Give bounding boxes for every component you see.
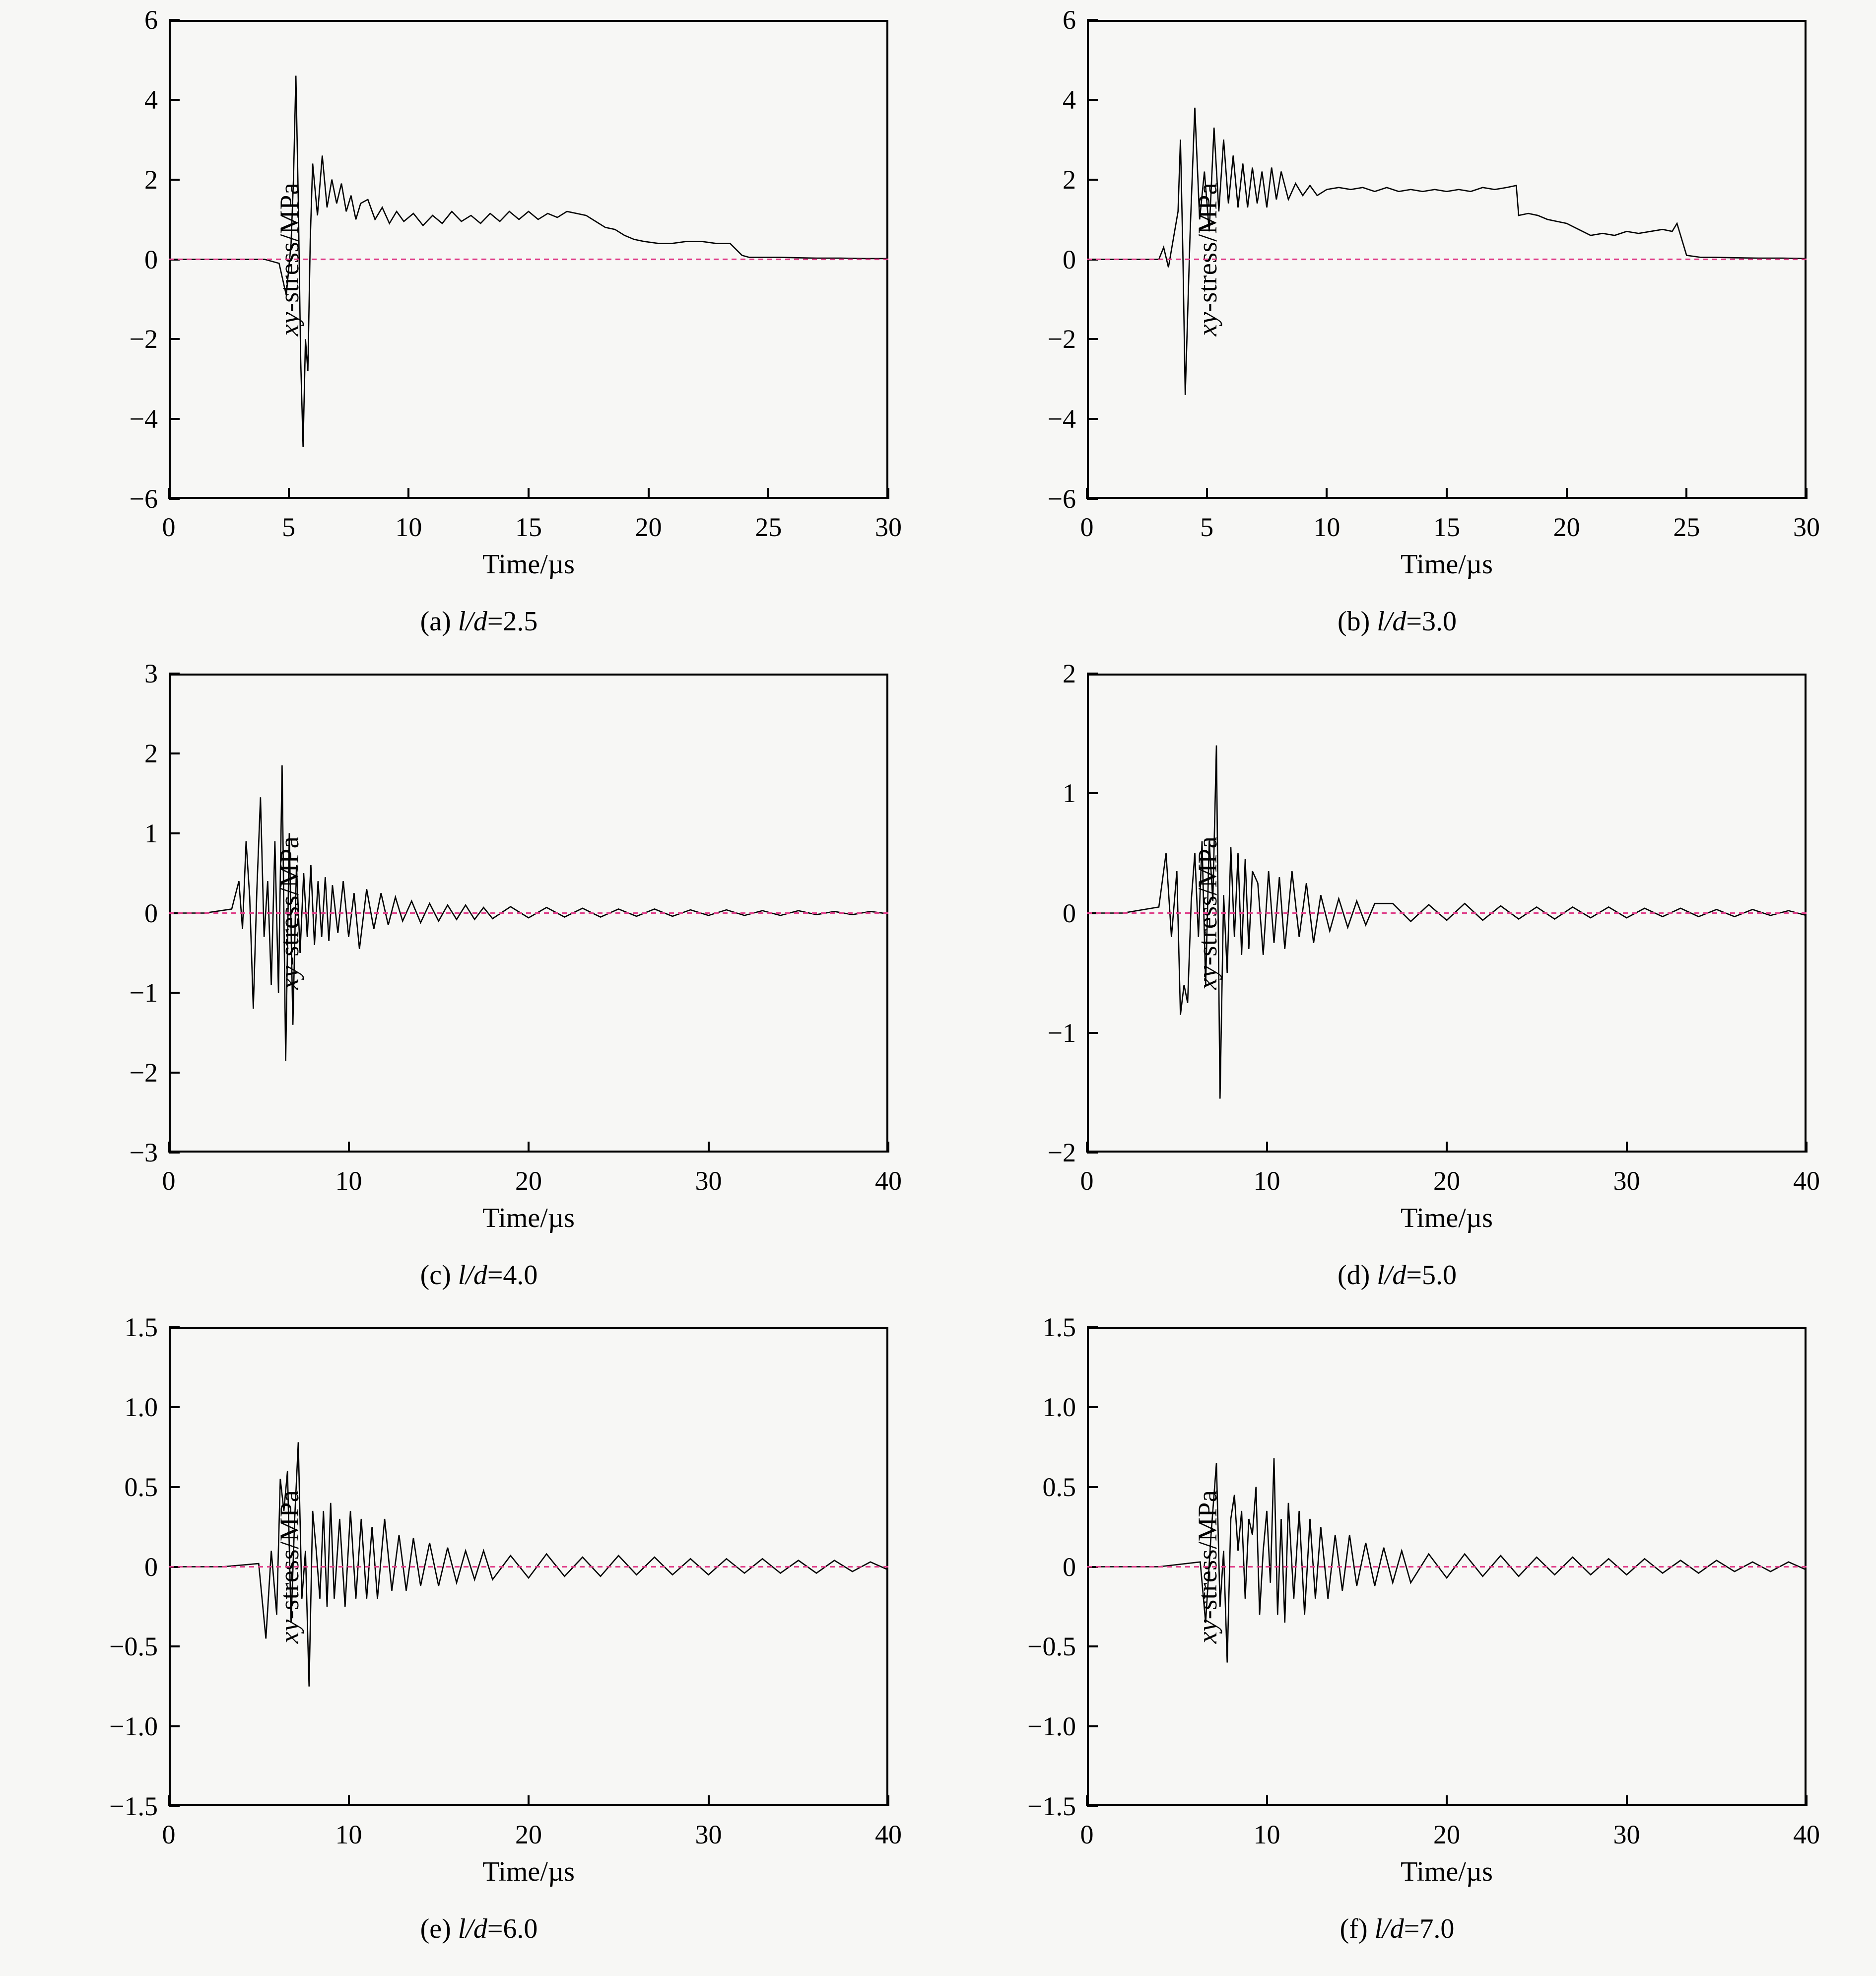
x-axis-label-c: Time/µs [482, 1203, 575, 1233]
x-tick-label: 10 [1313, 512, 1340, 542]
x-tick-label: 40 [875, 1166, 902, 1196]
y-tick-label: −6 [129, 484, 158, 514]
x-tick-label: 20 [515, 1166, 542, 1196]
x-tick-label: 25 [1673, 512, 1700, 542]
y-tick-label: 0 [1063, 898, 1076, 928]
y-tick-label: −4 [1047, 404, 1076, 434]
x-axis-label-d: Time/µs [1401, 1203, 1493, 1233]
trace-svg-a [169, 20, 888, 499]
chart-c [129, 659, 902, 1233]
x-tick-label: 30 [1613, 1820, 1640, 1849]
y-axis-label-b: xy -stress/MPa [1192, 182, 1222, 337]
y-tick-label: 0 [1063, 1552, 1076, 1582]
caption-f: (f) l/d=7.0 [1340, 1913, 1455, 1944]
y-tick-label: −1.0 [1027, 1711, 1076, 1742]
y-tick-label: −3 [129, 1138, 158, 1167]
y-tick-label: 0.5 [1042, 1472, 1076, 1502]
x-axis-label-f: Time/µs [1401, 1856, 1493, 1887]
y-tick-label: 0 [1063, 244, 1076, 274]
y-tick-label: −6 [1047, 484, 1076, 514]
y-axis-label-f: xy -stress/MPa [1192, 1490, 1222, 1644]
x-tick-label: 30 [695, 1166, 722, 1196]
panel-a [20, 5, 938, 659]
caption-b: (b) l/d=3.0 [1337, 606, 1457, 637]
x-tick-label: 0 [1080, 1166, 1094, 1196]
y-tick-label: −1.5 [1027, 1791, 1076, 1821]
x-tick-label: 40 [1793, 1166, 1820, 1196]
x-tick-label: 0 [162, 512, 176, 542]
x-tick-label: 15 [1433, 512, 1460, 542]
x-tick-label: 30 [1613, 1166, 1640, 1196]
chart-a [129, 5, 902, 580]
y-tick-label: 1.0 [124, 1392, 158, 1422]
y-axis-label-e: xy -stress/MPa [274, 1490, 304, 1644]
y-tick-label: 0 [144, 898, 158, 928]
y-tick-label: −1.0 [109, 1711, 158, 1742]
y-tick-label: 2 [144, 738, 158, 768]
stress-trace-line [169, 1442, 888, 1687]
y-axis-label-a: xy -stress/MPa [274, 182, 304, 337]
chart-d [1047, 659, 1820, 1233]
panel-d [938, 659, 1856, 1312]
y-tick-label: 6 [144, 5, 158, 35]
x-tick-label: 5 [282, 512, 296, 542]
y-tick-label: −2 [129, 1058, 158, 1088]
x-tick-label: 10 [335, 1820, 362, 1849]
x-tick-label: 10 [1253, 1166, 1280, 1196]
y-tick-label: −0.5 [109, 1632, 158, 1662]
x-axis-label-a: Time/µs [482, 549, 575, 580]
y-tick-label: 0 [144, 1552, 158, 1582]
y-tick-label: 6 [1063, 5, 1076, 35]
y-tick-label: 2 [144, 164, 158, 195]
y-tick-label: −4 [129, 404, 158, 434]
trace-svg-e [169, 1327, 888, 1806]
y-tick-label: 1.5 [1042, 1312, 1076, 1342]
stress-trace-line [1087, 1458, 1807, 1663]
y-axis-label-c: xy -stress/MPa [274, 836, 304, 990]
y-tick-label: −1.5 [109, 1791, 158, 1821]
y-tick-label: 2 [1063, 164, 1076, 195]
x-tick-label: 20 [635, 512, 662, 542]
x-tick-label: 20 [1433, 1166, 1460, 1196]
stress-trace-line [1087, 108, 1807, 395]
x-tick-label: 0 [1080, 512, 1094, 542]
panel-c [20, 659, 938, 1312]
chart-b [1047, 5, 1820, 580]
y-tick-label: 4 [144, 84, 158, 115]
y-axis-label-d: xy -stress/MPa [1192, 836, 1222, 990]
panel-b [938, 5, 1856, 659]
x-tick-label: 15 [515, 512, 542, 542]
y-tick-label: 1.0 [1042, 1392, 1076, 1422]
y-tick-label: 0.5 [124, 1472, 158, 1502]
x-tick-label: 0 [162, 1820, 176, 1849]
x-tick-label: 20 [1433, 1820, 1460, 1849]
trace-svg-d [1087, 674, 1807, 1153]
stress-trace-line [169, 76, 888, 447]
chart-e [109, 1312, 902, 1887]
y-tick-label: 0 [144, 244, 158, 274]
y-tick-label: −1 [1047, 1018, 1076, 1048]
y-tick-label: 1.5 [124, 1312, 158, 1342]
caption-d: (d) l/d=5.0 [1337, 1260, 1457, 1291]
x-tick-label: 30 [695, 1820, 722, 1849]
x-tick-label: 0 [1080, 1820, 1094, 1849]
caption-e: (e) l/d=6.0 [420, 1913, 538, 1944]
y-tick-label: 1 [144, 818, 158, 848]
y-tick-label: −2 [129, 324, 158, 354]
x-tick-label: 10 [395, 512, 422, 542]
caption-c: (c) l/d=4.0 [420, 1260, 538, 1291]
x-axis-label-e: Time/µs [482, 1856, 575, 1887]
trace-svg-f [1087, 1327, 1807, 1806]
x-tick-label: 40 [875, 1820, 902, 1849]
y-tick-label: −2 [1047, 324, 1076, 354]
y-tick-label: 2 [1063, 659, 1076, 688]
y-tick-label: 1 [1063, 778, 1076, 809]
y-tick-label: −1 [129, 978, 158, 1008]
y-tick-label: 4 [1063, 84, 1076, 115]
y-tick-label: 3 [144, 659, 158, 688]
panel-f [938, 1312, 1856, 1966]
panel-e [20, 1312, 938, 1966]
x-tick-label: 10 [335, 1166, 362, 1196]
stress-trace-line [1087, 746, 1807, 1099]
chart-f [1027, 1312, 1820, 1887]
x-tick-label: 30 [875, 512, 902, 542]
x-tick-label: 0 [162, 1166, 176, 1196]
trace-svg-c [169, 674, 888, 1153]
y-tick-label: −0.5 [1027, 1632, 1076, 1662]
caption-a: (a) l/d=2.5 [420, 606, 538, 637]
trace-svg-b [1087, 20, 1807, 499]
x-tick-label: 30 [1793, 512, 1820, 542]
x-axis-label-b: Time/µs [1401, 549, 1493, 580]
x-tick-label: 10 [1253, 1820, 1280, 1849]
x-tick-label: 20 [515, 1820, 542, 1849]
x-tick-label: 20 [1553, 512, 1580, 542]
y-tick-label: −2 [1047, 1138, 1076, 1167]
x-tick-label: 25 [755, 512, 782, 542]
x-tick-label: 40 [1793, 1820, 1820, 1849]
x-tick-label: 5 [1200, 512, 1214, 542]
